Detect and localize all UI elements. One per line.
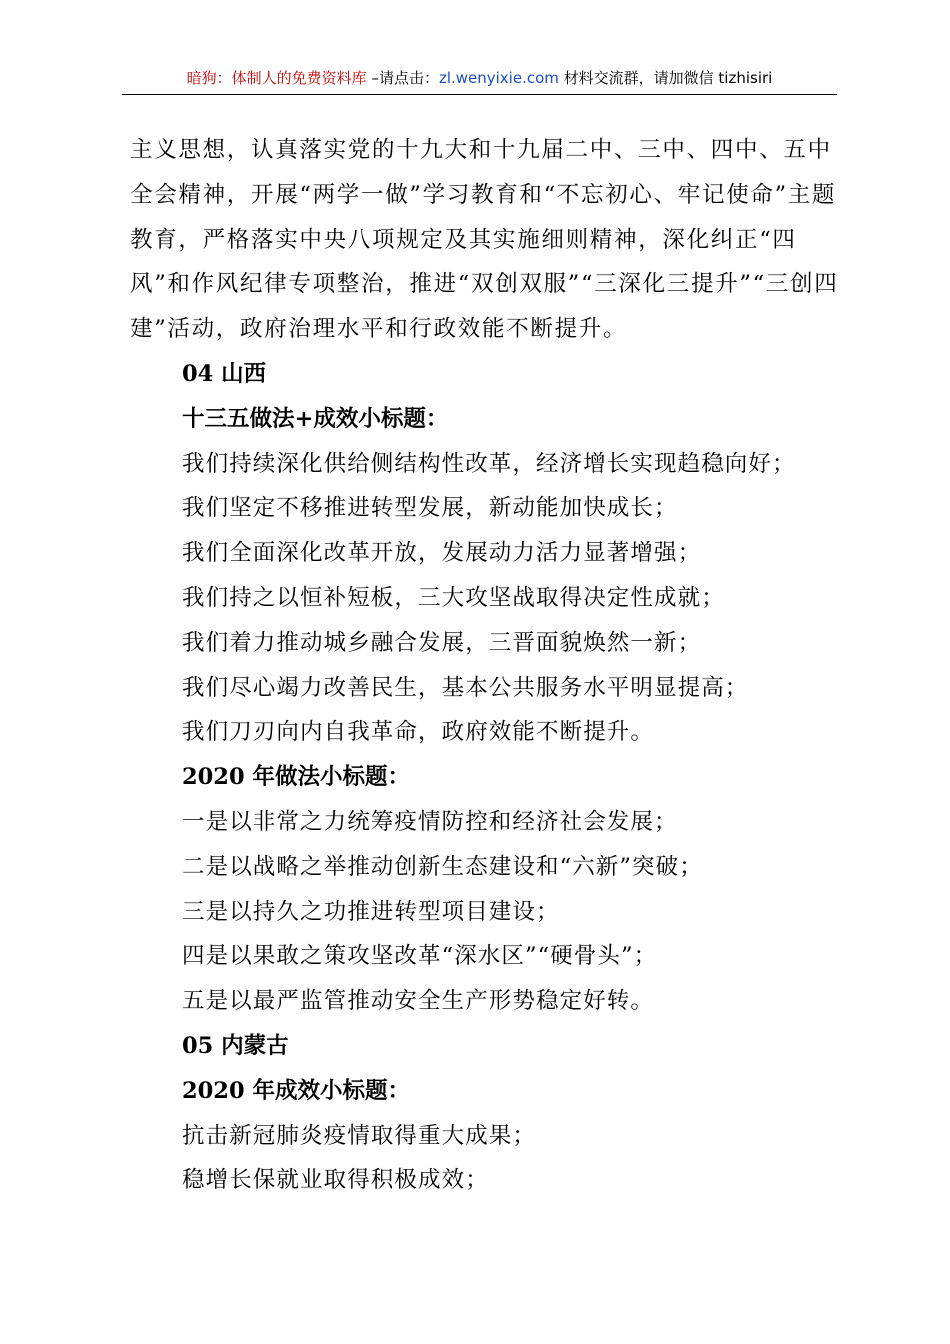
header-brand: 暗狗：体制人的免费资料库 <box>186 69 367 87</box>
section-title-neimenggu: 05 内蒙古 <box>182 1032 289 1059</box>
section-title-shanxi: 04 山西 <box>182 360 267 387</box>
intro-paragraph: 主义思想，认真落实党的十九大和十九届二中、三中、四中、五中全会精神，开展“两学一做”学习教育和“不忘初心、牢记使命”主题教育，严格落实中央八项规定及其实施细则精神，深化纠正“四风”和作风纪律专项整治，推进“双创双服”“三深化三提升”“三创四建”活动，政府治理水平和行政效能不断提升。 <box>130 137 839 343</box>
list-item: 我们持之以恒补短板，三大攻坚战取得决定性成就； <box>182 584 725 611</box>
list-item: 三是以持久之功推进转型项目建设； <box>182 898 560 925</box>
list-item: 二是以战略之举推动创新生态建设和“六新”突破； <box>182 853 703 880</box>
list-item: 我们持续深化供给侧结构性改革，经济增长实现趋稳向好； <box>182 450 796 477</box>
list-item: 我们着力推动城乡融合发展，三晋面貌焕然一新； <box>182 629 702 656</box>
list-item: 我们尽心竭力改善民生，基本公共服务水平明显提高； <box>182 674 749 701</box>
list-item: 四是以果敢之策攻坚改革“深水区”“硬骨头”； <box>182 943 658 970</box>
list-item: 五是以最严监管推动安全生产形势稳定好转。 <box>182 988 655 1015</box>
list-item: 我们全面深化改革开放，发展动力活力显著增强； <box>182 540 702 567</box>
page-header <box>122 66 837 95</box>
header-click-prefix: –请点击： <box>366 69 439 87</box>
header-url-link[interactable]: zl.wenyixie.com <box>438 69 559 87</box>
header-contact: 材料交流群，请加微信 tizhisiri <box>558 69 773 87</box>
document-body <box>130 128 842 1203</box>
subheading-shanxi-2020-methods: 2020 年做法小标题： <box>182 764 410 791</box>
list-item: 我们坚定不移推进转型发展，新动能加快成长； <box>182 495 678 522</box>
list-item: 我们刀刃向内自我革命，政府效能不断提升。 <box>182 719 655 746</box>
list-item: 一是以非常之力统筹疫情防控和经济社会发展； <box>182 808 678 835</box>
list-item: 稳增长保就业取得积极成效； <box>182 1167 489 1194</box>
subheading-neimenggu-2020-results: 2020 年成效小标题： <box>182 1077 410 1104</box>
subheading-shanxi-13th-plan: 十三五做法+成效小标题： <box>182 405 449 432</box>
list-item: 抗击新冠肺炎疫情取得重大成果； <box>182 1122 537 1149</box>
